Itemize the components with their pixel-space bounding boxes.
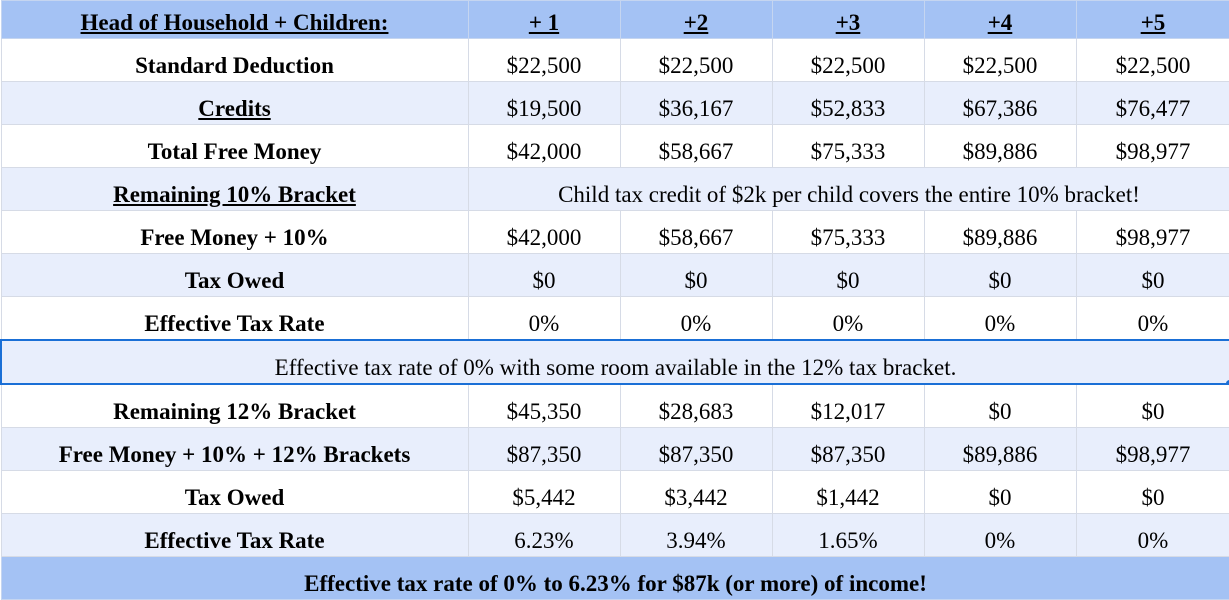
value-cell[interactable]: $22,500 bbox=[772, 39, 924, 82]
value-cell[interactable]: $98,977 bbox=[1076, 125, 1229, 168]
value-cell[interactable]: $87,350 bbox=[468, 428, 620, 471]
value-cell[interactable]: 0% bbox=[1076, 297, 1229, 341]
value-cell[interactable]: 0% bbox=[1076, 514, 1229, 557]
row-remaining-10-bracket bbox=[1, 168, 1229, 211]
header-col-4[interactable]: +4 bbox=[924, 1, 1076, 39]
row-remaining-12-bracket bbox=[1, 384, 1229, 428]
row-tax-owed bbox=[1, 254, 1229, 297]
value-cell[interactable]: $28,683 bbox=[620, 384, 772, 428]
value-cell[interactable]: 1.65% bbox=[772, 514, 924, 557]
row-label[interactable]: Standard Deduction bbox=[1, 39, 468, 82]
value-cell[interactable]: $12,017 bbox=[772, 384, 924, 428]
footer-row bbox=[1, 557, 1229, 600]
value-cell[interactable]: $0 bbox=[924, 384, 1076, 428]
row-label[interactable]: Tax Owed bbox=[1, 471, 468, 514]
row-standard-deduction bbox=[1, 39, 1229, 82]
row-label[interactable]: Effective Tax Rate bbox=[1, 514, 468, 557]
value-cell[interactable]: 0% bbox=[620, 297, 772, 341]
header-row bbox=[1, 1, 1229, 39]
header-col-5[interactable]: +5 bbox=[1076, 1, 1229, 39]
value-cell[interactable]: $5,442 bbox=[468, 471, 620, 514]
value-cell[interactable]: $0 bbox=[772, 254, 924, 297]
merged-note-cell[interactable]: Child tax credit of $2k per child covers the entire 10% bracket! bbox=[468, 168, 1229, 211]
value-cell[interactable]: $42,000 bbox=[468, 211, 620, 254]
value-cell[interactable]: $22,500 bbox=[620, 39, 772, 82]
footer-summary-cell[interactable]: Effective tax rate of 0% to 6.23% for $87k (or more) of income! bbox=[1, 557, 1229, 600]
value-cell[interactable]: $98,977 bbox=[1076, 211, 1229, 254]
value-cell[interactable]: 0% bbox=[468, 297, 620, 341]
value-cell[interactable]: $87,350 bbox=[772, 428, 924, 471]
row-label[interactable]: Credits bbox=[1, 82, 468, 125]
value-cell[interactable]: $45,350 bbox=[468, 384, 620, 428]
value-cell[interactable]: $22,500 bbox=[924, 39, 1076, 82]
value-cell[interactable]: 3.94% bbox=[620, 514, 772, 557]
summary-note: Effective tax rate of 0% with some room available in the 12% tax bracket. bbox=[274, 355, 957, 380]
row-label[interactable]: Effective Tax Rate bbox=[1, 297, 468, 341]
value-cell[interactable]: $89,886 bbox=[924, 125, 1076, 168]
selected-merged-cell[interactable] bbox=[1, 340, 1229, 384]
value-cell[interactable]: $0 bbox=[1076, 254, 1229, 297]
value-cell[interactable]: $0 bbox=[1076, 471, 1229, 514]
header-label-cell[interactable]: Head of Household + Children: bbox=[1, 1, 468, 39]
value-cell[interactable]: 0% bbox=[924, 297, 1076, 341]
value-cell[interactable]: $58,667 bbox=[620, 125, 772, 168]
value-cell[interactable]: $98,977 bbox=[1076, 428, 1229, 471]
value-cell[interactable]: $36,167 bbox=[620, 82, 772, 125]
value-cell[interactable]: $0 bbox=[924, 471, 1076, 514]
row-label[interactable]: Remaining 12% Bracket bbox=[1, 384, 468, 428]
value-cell[interactable]: $89,886 bbox=[924, 211, 1076, 254]
value-cell[interactable]: $0 bbox=[468, 254, 620, 297]
row-free-money-plus-10 bbox=[1, 211, 1229, 254]
value-cell[interactable]: $89,886 bbox=[924, 428, 1076, 471]
value-cell[interactable]: $3,442 bbox=[620, 471, 772, 514]
value-cell[interactable]: $22,500 bbox=[1076, 39, 1229, 82]
row-free-money-10-12 bbox=[1, 428, 1229, 471]
row-credits bbox=[1, 82, 1229, 125]
value-cell[interactable]: 0% bbox=[772, 297, 924, 341]
row-total-free-money bbox=[1, 125, 1229, 168]
row-tax-owed-2 bbox=[1, 471, 1229, 514]
value-cell[interactable]: $0 bbox=[1076, 384, 1229, 428]
value-cell[interactable]: $67,386 bbox=[924, 82, 1076, 125]
row-effective-tax-rate-2 bbox=[1, 514, 1229, 557]
value-cell[interactable]: $19,500 bbox=[468, 82, 620, 125]
row-label[interactable]: Total Free Money bbox=[1, 125, 468, 168]
value-cell[interactable]: $22,500 bbox=[468, 39, 620, 82]
value-cell[interactable]: $42,000 bbox=[468, 125, 620, 168]
value-cell[interactable]: $1,442 bbox=[772, 471, 924, 514]
value-cell[interactable]: $0 bbox=[620, 254, 772, 297]
value-cell[interactable]: 0% bbox=[924, 514, 1076, 557]
header-col-2[interactable]: +2 bbox=[620, 1, 772, 39]
header-col-3[interactable]: +3 bbox=[772, 1, 924, 39]
row-label[interactable]: Free Money + 10% + 12% Brackets bbox=[1, 428, 468, 471]
value-cell[interactable]: $87,350 bbox=[620, 428, 772, 471]
value-cell[interactable]: $75,333 bbox=[772, 125, 924, 168]
value-cell[interactable]: $58,667 bbox=[620, 211, 772, 254]
header-col-1[interactable]: + 1 bbox=[468, 1, 620, 39]
row-summary-selected bbox=[1, 340, 1229, 384]
row-effective-tax-rate bbox=[1, 297, 1229, 341]
value-cell[interactable]: 6.23% bbox=[468, 514, 620, 557]
row-label[interactable]: Free Money + 10% bbox=[1, 211, 468, 254]
value-cell[interactable]: $75,333 bbox=[772, 211, 924, 254]
row-label[interactable]: Remaining 10% Bracket bbox=[1, 168, 468, 211]
value-cell[interactable]: $76,477 bbox=[1076, 82, 1229, 125]
value-cell[interactable]: $0 bbox=[924, 254, 1076, 297]
row-label[interactable]: Tax Owed bbox=[1, 254, 468, 297]
value-cell[interactable]: $52,833 bbox=[772, 82, 924, 125]
